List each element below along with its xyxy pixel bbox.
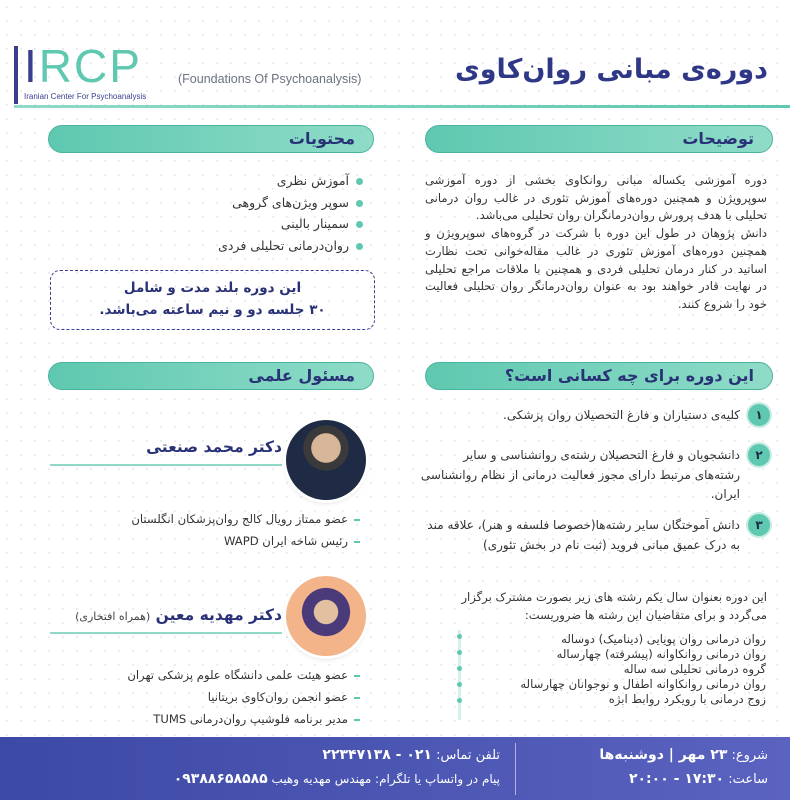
time-value: ۱۷:۳۰ - ۲۰:۰۰ bbox=[628, 771, 725, 787]
audience-number-badge: ۱ bbox=[748, 404, 770, 426]
track-item: روان درمانی روانکاوانه اطفال و نوجوانان چهارساله bbox=[520, 677, 766, 691]
contents-item: سوپر ویژن‌های گروهی bbox=[150, 192, 365, 214]
logo-subtitle: Iranian Center For Psychoanalysis bbox=[24, 92, 147, 101]
phone-info[interactable] bbox=[322, 747, 500, 763]
track-item: روان درمانی روان پویایی (دینامیک) دوساله bbox=[561, 632, 766, 646]
phone-number[interactable]: ۰۲۱ - ۲۲۳۴۷۱۳۸ bbox=[322, 747, 432, 763]
role-item: رئیس شاخه ایران WAPD bbox=[131, 530, 360, 552]
person-roles bbox=[127, 664, 360, 730]
logo-letter-i: I bbox=[24, 40, 39, 92]
audience-number-badge: ۳ bbox=[748, 514, 770, 536]
audience-text: دانشجویان و فارغ التحصیلان رشته‌ی روانشناسی و سایر رشته‌های مرتبط دارای مجوز فعالیت درمانی از نظام روانشناسی ایران. bbox=[420, 448, 740, 501]
audience-text: کلیه‌ی دستیاران و فارغ التحصیلان روان پزشکی. bbox=[503, 408, 740, 422]
track-item: زوج درمانی با رویکرد روابط ابژه bbox=[608, 692, 766, 706]
duration-note-line1: این دوره بلند مدت و شامل bbox=[123, 280, 302, 296]
audience-item bbox=[420, 444, 770, 508]
name-underline bbox=[50, 632, 282, 634]
role-item: عضو هیئت علمی دانشگاه علوم پزشکی تهران bbox=[127, 664, 360, 686]
time-label: ساعت: bbox=[728, 772, 768, 787]
contents-item: روان‌درمانی تحلیلی فردی bbox=[150, 235, 365, 257]
person-name-text: دکتر مهدیه معین bbox=[155, 606, 282, 624]
time-info bbox=[629, 771, 768, 787]
tracks-rule bbox=[458, 630, 461, 720]
audience-text: دانش آموختگان سایر رشته‌ها(خصوصا فلسفه و هنر)، علاقه مند به درک عمیق مبانی فروید (ثبت نام در بخش تئوری) bbox=[427, 518, 740, 552]
start-label: شروع: bbox=[731, 748, 768, 763]
footer bbox=[0, 737, 790, 800]
course-title: دوره‌ی مبانی روان‌کاوی bbox=[455, 54, 768, 85]
tracks-list bbox=[470, 632, 770, 707]
person-name bbox=[75, 606, 282, 624]
person-honor: (همراه افتخاری) bbox=[75, 610, 151, 623]
avatar-photo bbox=[286, 576, 366, 656]
course-title-en: (Foundations Of Psychoanalysis) bbox=[178, 72, 362, 86]
header bbox=[0, 0, 790, 120]
section-supervisor-header: مسئول علمی bbox=[48, 362, 374, 390]
avatar-photo bbox=[286, 420, 366, 500]
description-text bbox=[425, 172, 767, 314]
footer-divider bbox=[515, 743, 516, 795]
section-contents-header: محتویات bbox=[48, 125, 374, 153]
section-description-header: توضیحات bbox=[425, 125, 773, 153]
start-value: ۲۳ مهر | دوشنبه‌ها bbox=[599, 747, 728, 763]
duration-note bbox=[50, 270, 375, 330]
ircp-logo bbox=[14, 42, 174, 110]
name-underline bbox=[50, 464, 282, 466]
phone-label: تلفن تماس: bbox=[436, 748, 500, 763]
logo-accent-bar bbox=[14, 46, 18, 104]
message-info[interactable] bbox=[174, 771, 500, 787]
message-label: پیام در واتساپ یا تلگرام: مهندس مهدیه وهیب bbox=[271, 772, 500, 786]
contents-item: سمینار بالینی bbox=[150, 213, 365, 235]
description-line: دانش پژوهان در طول این دوره با شرکت در گروه‌های سوپرویژن و همچنین دوره‌های آموزش تئوری در غالب مقاله‌خوانی تحت نظارت اساتید در کنار درمان تحلیلی فردی و همچنین با ملاقات مراجع تحلیلی در نهایت قادر خواهند بود به عنوان روان‌درمانگر روان تحلیلی فعالیت خود را شروع کنند. bbox=[425, 226, 767, 311]
logo-letters-rcp: RCP bbox=[38, 40, 142, 92]
duration-note-line2: ۳۰ جلسه دو و نیم ساعته می‌باشد. bbox=[99, 302, 326, 318]
contents-list bbox=[150, 170, 365, 256]
section-audience-header: این دوره برای چه کسانی است؟ bbox=[425, 362, 773, 390]
logo-wordmark bbox=[24, 42, 142, 90]
role-item: عضو ممتاز رویال کالج روان‌پزشکان انگلستان bbox=[131, 508, 360, 530]
contents-item: آموزش نظری bbox=[150, 170, 365, 192]
track-item: روان درمانی روانکاوانه (پیشرفته) چهارساله bbox=[556, 647, 766, 661]
header-divider bbox=[14, 105, 790, 108]
track-item: گروه درمانی تحلیلی سه ساله bbox=[623, 662, 766, 676]
audience-item bbox=[420, 514, 770, 578]
message-number[interactable]: ۰۹۳۸۸۶۵۸۵۸۵ bbox=[173, 771, 268, 787]
tracks-intro: این دوره بعنوان سال یکم رشته های زیر بصورت مشترک برگزار می‌گردد و برای متقاضیان این رشته ها ضروریست: bbox=[461, 590, 767, 622]
audience-item bbox=[420, 404, 770, 434]
person-roles bbox=[131, 508, 360, 552]
audience-number-badge: ۲ bbox=[748, 444, 770, 466]
role-item: عضو انجمن روان‌کاوی بریتانیا bbox=[127, 686, 360, 708]
role-item: مدیر برنامه فلوشیپ روان‌درمانی TUMS bbox=[127, 708, 360, 730]
start-info bbox=[599, 747, 768, 763]
description-paragraph bbox=[425, 172, 767, 314]
person-name: دکتر محمد صنعتی bbox=[146, 438, 282, 456]
description-line: دوره آموزشی یکساله مبانی روانکاوی بخشی از دوره آموزشی سوپرویژن و همچنین دوره‌های آموزش تئوری در غالب روان درمانی تحلیلی با هدف پرورش روان‌درمانگران روان تحلیلی می‌باشد. bbox=[425, 173, 767, 223]
